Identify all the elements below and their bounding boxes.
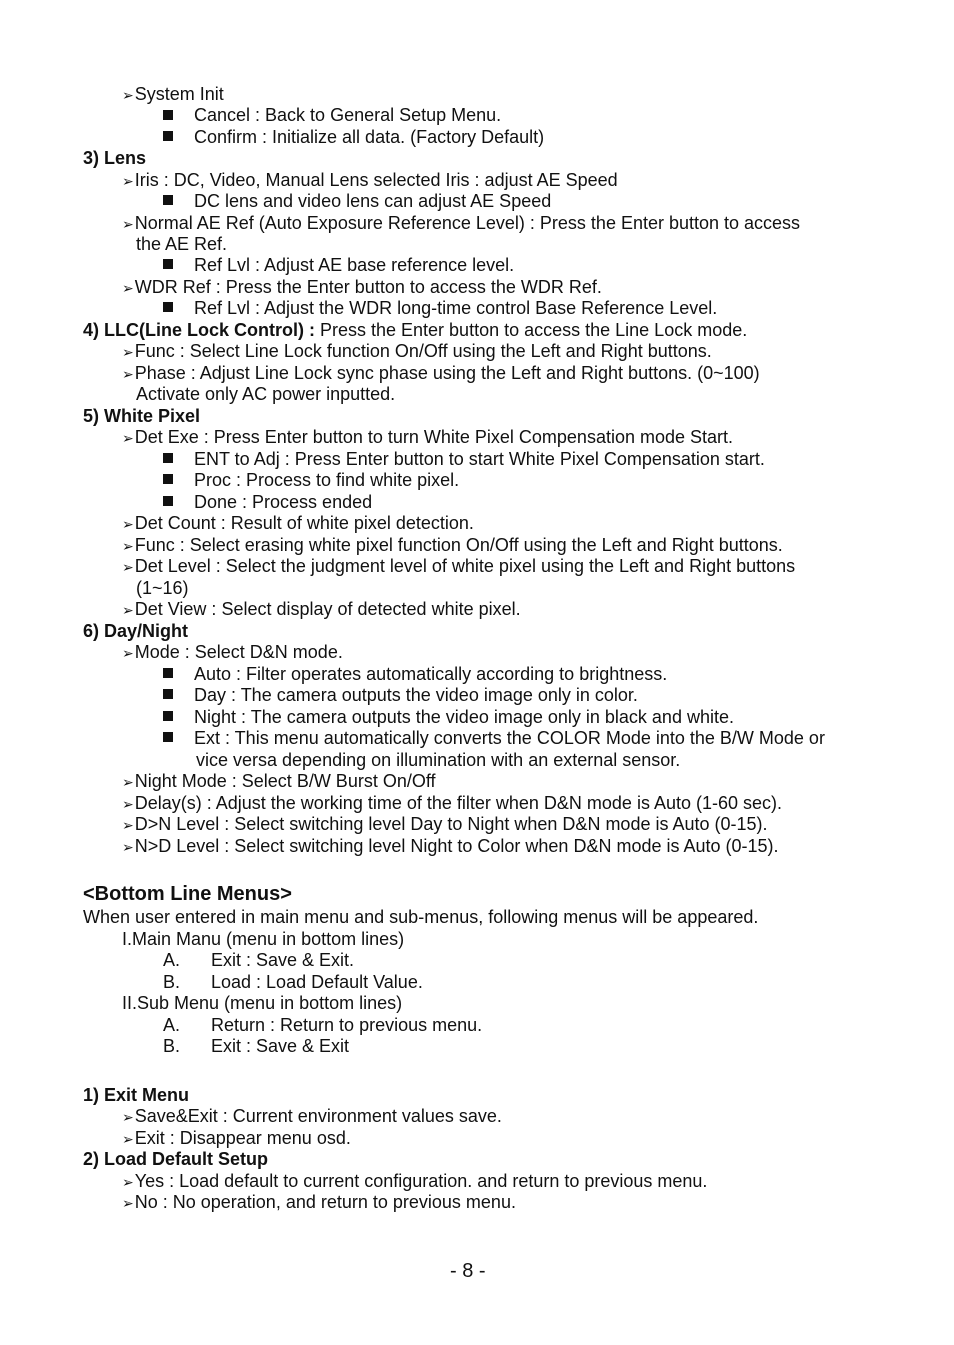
square-bullet-icon	[163, 195, 173, 205]
dn-night: Night : The camera outputs the video image only in black and white.	[194, 707, 734, 727]
main-item-b-text: Load : Load Default Value.	[211, 972, 423, 992]
sub-menu-label: II.Sub Menu (menu in bottom lines)	[122, 993, 403, 1013]
wp-proc: Proc : Process to find white pixel.	[194, 470, 460, 490]
arrow-bullet-icon: ➢	[122, 517, 134, 533]
square-bullet-icon	[163, 668, 173, 678]
dn-night-mode-text: Night Mode : Select B/W Burst On/Off	[134, 771, 436, 791]
arrow-bullet-icon: ➢	[122, 775, 134, 791]
lens-iris-text: Iris : DC, Video, Manual Lens selected Iris : adjust AE Speed	[134, 170, 618, 190]
square-bullet-icon	[163, 110, 173, 120]
wp-det-view-text: Det View : Select display of detected white pixel.	[134, 599, 521, 619]
square-bullet-icon	[163, 496, 173, 506]
lens-normal-ae-text: Normal AE Ref (Auto Exposure Reference Level) : Press the Enter button to access	[134, 213, 801, 233]
square-bullet-icon	[163, 474, 173, 484]
wp-det-level-text: Det Level : Select the judgment level of white pixel using the Left and Right buttons	[134, 556, 796, 576]
square-bullet-icon	[163, 302, 173, 312]
arrow-bullet-icon: ➢	[122, 840, 134, 856]
dn-dn-level-text: D>N Level : Select switching level Day to Night when D&N mode is Auto (0-15).	[134, 814, 768, 834]
wp-det-view	[122, 598, 521, 622]
arrow-bullet-icon: ➢	[122, 431, 134, 447]
white-pixel-heading: 5) White Pixel	[83, 406, 201, 426]
bottom-intro: When user entered in main menu and sub-menus, following menus will be appeared.	[83, 907, 759, 927]
arrow-bullet-icon: ➢	[122, 1175, 134, 1191]
page-number: - 8 -	[450, 1260, 486, 1282]
square-bullet-icon	[163, 732, 173, 742]
square-bullet-icon	[163, 711, 173, 721]
load-default-no-text: No : No operation, and return to previous menu.	[134, 1192, 516, 1212]
wp-det-exe-text: Det Exe : Press Enter button to turn White Pixel Compensation mode Start.	[134, 427, 734, 447]
exit-menu-heading: 1) Exit Menu	[83, 1085, 190, 1105]
dn-ext-cont: vice versa depending on illumination with an external sensor.	[196, 750, 681, 770]
bottom-line-menus-heading: <Bottom Line Menus>	[83, 883, 292, 905]
day-night-heading: 6) Day/Night	[83, 621, 189, 641]
load-default-yes-text: Yes : Load default to current configuration. and return to previous menu.	[134, 1171, 708, 1191]
sub-item-a-text: Return : Return to previous menu.	[211, 1015, 483, 1035]
dn-delay-text: Delay(s) : Adjust the working time of the filter when D&N mode is Auto (1-60 sec).	[134, 793, 783, 813]
sub-item-b-text: Exit : Save & Exit	[211, 1036, 350, 1056]
arrow-bullet-icon: ➢	[122, 603, 134, 619]
main-menu-label: I.Main Manu (menu in bottom lines)	[122, 929, 405, 949]
llc-heading-line	[83, 319, 747, 341]
wp-ent-to-adj: ENT to Adj : Press Enter button to start White Pixel Compensation start.	[194, 449, 765, 469]
dn-ext: Ext : This menu automatically converts the COLOR Mode into the B/W Mode or	[194, 728, 825, 748]
square-bullet-icon	[163, 259, 173, 269]
lens-iris-sub: DC lens and video lens can adjust AE Speed	[194, 191, 552, 211]
dn-night-mode	[122, 770, 436, 794]
arrow-bullet-icon: ➢	[122, 797, 134, 813]
arrow-bullet-icon: ➢	[122, 88, 134, 104]
lens-wdr-sub: Ref Lvl : Adjust the WDR long-time control Base Reference Level.	[194, 298, 718, 318]
main-item-b-letter: B.	[163, 972, 181, 992]
dn-mode	[122, 641, 343, 665]
system-init-confirm: Confirm : Initialize all data. (Factory Default)	[194, 127, 545, 147]
lens-normal-ae-cont: the AE Ref.	[136, 234, 228, 254]
load-default-heading: 2) Load Default Setup	[83, 1149, 269, 1169]
arrow-bullet-icon: ➢	[122, 818, 134, 834]
wp-det-count-text: Det Count : Result of white pixel detection.	[134, 513, 474, 533]
arrow-bullet-icon: ➢	[122, 539, 134, 555]
arrow-bullet-icon: ➢	[122, 1196, 134, 1212]
system-init-title: System Init	[134, 84, 224, 104]
dn-nd-level	[122, 835, 779, 859]
wp-det-level	[122, 555, 795, 579]
arrow-bullet-icon: ➢	[122, 367, 134, 383]
sub-item-b-letter: B.	[163, 1036, 181, 1056]
dn-day: Day : The camera outputs the video image only in color.	[194, 685, 638, 705]
dn-dn-level	[122, 813, 768, 837]
arrow-bullet-icon: ➢	[122, 646, 134, 662]
lens-heading: 3) Lens	[83, 148, 147, 168]
arrow-bullet-icon: ➢	[122, 1132, 134, 1148]
wp-done: Done : Process ended	[194, 492, 373, 512]
arrow-bullet-icon: ➢	[122, 217, 134, 233]
system-init-cancel: Cancel : Back to General Setup Menu.	[194, 105, 502, 125]
wp-det-level-cont: (1~16)	[136, 578, 189, 598]
llc-heading: 4) LLC(Line Lock Control) :	[83, 320, 315, 340]
exit-menu-exit-text: Exit : Disappear menu osd.	[134, 1128, 351, 1148]
exit-menu-save-exit-text: Save&Exit : Current environment values save.	[134, 1106, 502, 1126]
dn-mode-text: Mode : Select D&N mode.	[134, 642, 343, 662]
wp-det-exe	[122, 426, 733, 450]
square-bullet-icon	[163, 689, 173, 699]
llc-phase-text: Phase : Adjust Line Lock sync phase using the Left and Right buttons. (0~100)	[134, 363, 760, 383]
dn-auto: Auto : Filter operates automatically according to brightness.	[194, 664, 668, 684]
llc-heading-rest: Press the Enter button to access the Line Lock mode.	[314, 320, 748, 340]
exit-menu-save-exit	[122, 1105, 502, 1129]
main-item-a-text: Exit : Save & Exit.	[211, 950, 355, 970]
arrow-bullet-icon: ➢	[122, 1110, 134, 1126]
square-bullet-icon	[163, 453, 173, 463]
lens-normal-ae-sub: Ref Lvl : Adjust AE base reference level.	[194, 255, 515, 275]
arrow-bullet-icon: ➢	[122, 560, 134, 576]
wp-func-text: Func : Select erasing white pixel function On/Off using the Left and Right buttons.	[134, 535, 783, 555]
llc-func-text: Func : Select Line Lock function On/Off using the Left and Right buttons.	[134, 341, 712, 361]
square-bullet-icon	[163, 131, 173, 141]
arrow-bullet-icon: ➢	[122, 281, 134, 297]
dn-nd-level-text: N>D Level : Select switching level Night to Color when D&N mode is Auto (0-15).	[134, 836, 779, 856]
load-default-no	[122, 1191, 516, 1215]
llc-phase-cont: Activate only AC power inputted.	[136, 384, 396, 404]
lens-wdr-text: WDR Ref : Press the Enter button to access the WDR Ref.	[134, 277, 602, 297]
llc-func	[122, 340, 712, 364]
sub-item-a-letter: A.	[163, 1015, 181, 1035]
arrow-bullet-icon: ➢	[122, 345, 134, 361]
wp-det-count	[122, 512, 474, 536]
main-item-a-letter: A.	[163, 950, 181, 970]
arrow-bullet-icon: ➢	[122, 174, 134, 190]
